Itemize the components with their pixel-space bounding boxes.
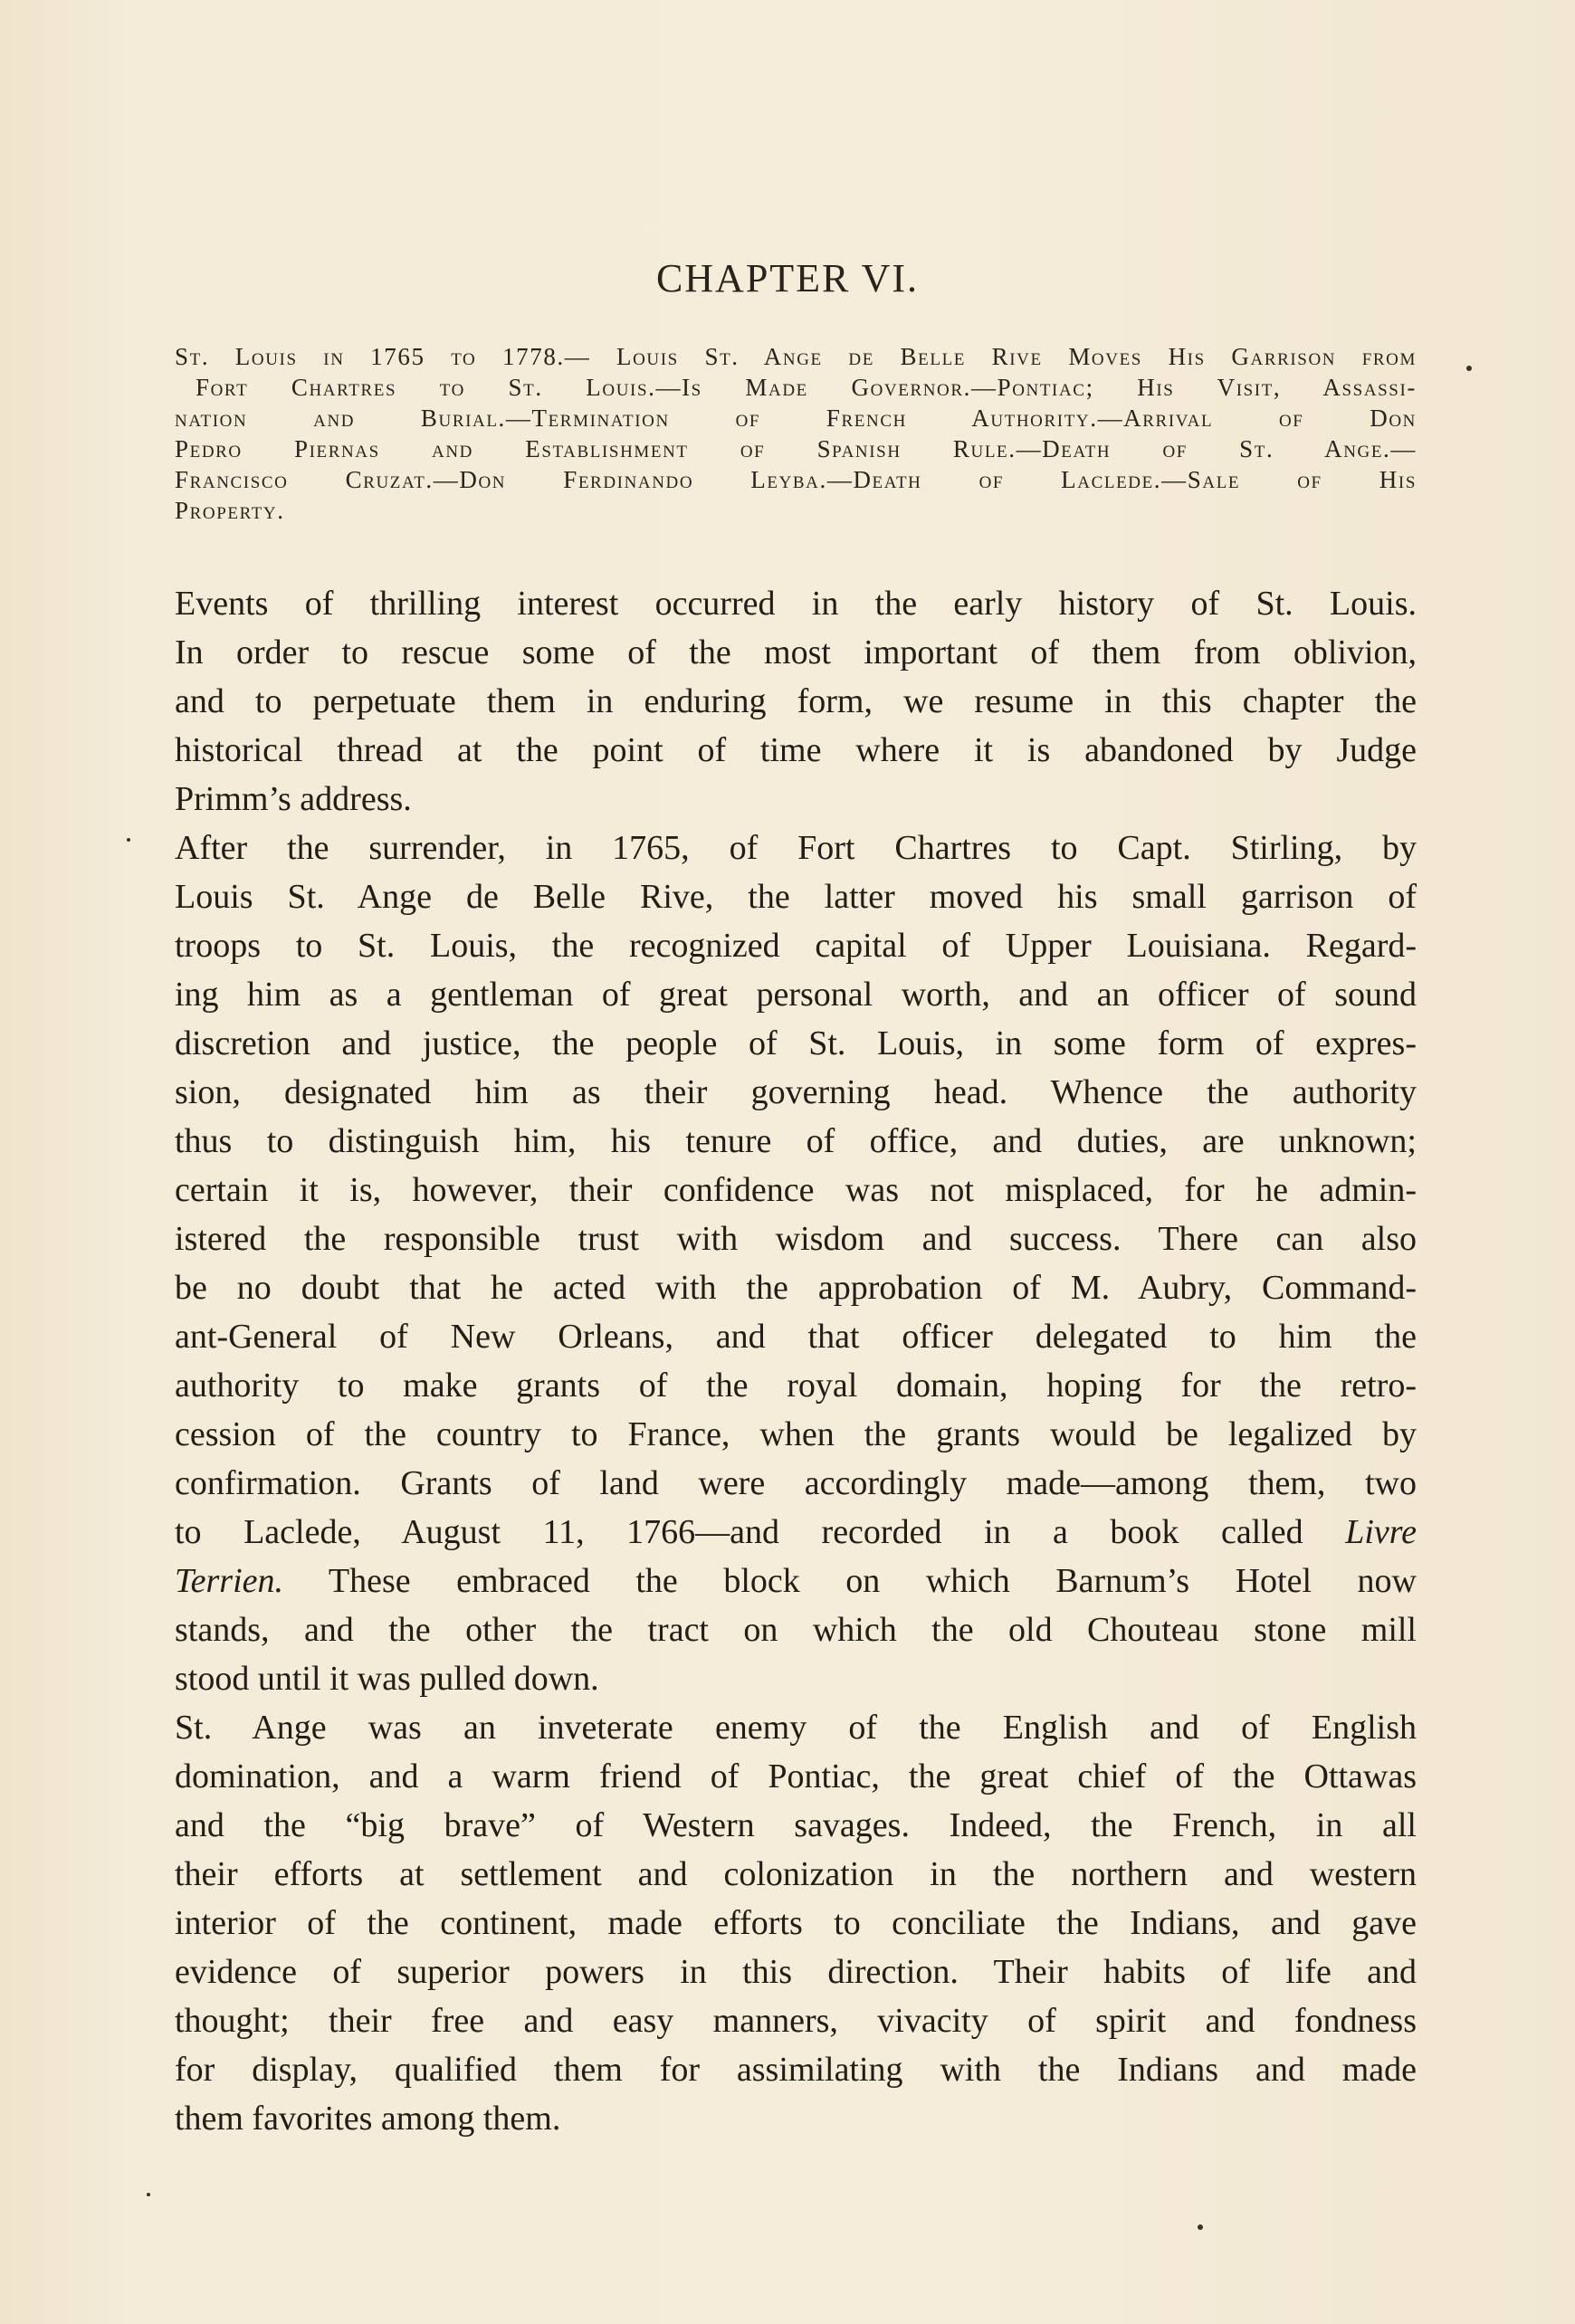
text-line: stood until it was pulled down. bbox=[175, 1660, 599, 1698]
ink-speck bbox=[1466, 366, 1472, 371]
text-fragment: to Laclede, August 11, 1766—and recorded in a book called bbox=[175, 1513, 1303, 1551]
text-line: stands, and the other the tract on which the old Chouteau stone mill bbox=[175, 1611, 1417, 1649]
text-line: their efforts at settlement and colonization in the northern and western bbox=[175, 1855, 1417, 1893]
synopsis-line: Francisco Cruzat.—Don Ferdinando Leyba.—Death of Laclede.—Sale of His bbox=[175, 466, 1417, 493]
italic-title: Terrien. bbox=[175, 1562, 284, 1600]
text-line: cession of the country to France, when the grants would be legalized by bbox=[175, 1415, 1417, 1453]
text-line: Events of thrilling interest occurred in the early history of St. Louis. bbox=[175, 585, 1417, 623]
text-line: historical thread at the point of time where it is abandoned by Judge bbox=[175, 731, 1417, 769]
synopsis-line: Property. bbox=[175, 497, 285, 524]
ink-speck bbox=[127, 838, 130, 842]
text-line-with-italic bbox=[175, 1508, 1417, 1557]
italic-title: Livre bbox=[1345, 1513, 1418, 1551]
text-line: and the “big brave” of Western savages. Indeed, the French, in all bbox=[175, 1806, 1417, 1844]
text-line: troops to St. Louis, the recognized capital of Upper Louisiana. Regard- bbox=[175, 927, 1417, 965]
chapter-title: CHAPTER VI. bbox=[655, 256, 920, 300]
text-line: thus to distinguish him, his tenure of office, and duties, are unknown; bbox=[175, 1122, 1417, 1160]
text-line: St. Ange was an inveterate enemy of the English and of English bbox=[175, 1709, 1417, 1747]
body-text bbox=[175, 579, 1417, 2143]
text-line: sion, designated him as their governing head. Whence the authority bbox=[175, 1073, 1417, 1111]
text-line: After the surrender, in 1765, of Fort Chartres to Capt. Stirling, by bbox=[175, 829, 1417, 867]
text-line: be no doubt that he acted with the approbation of M. Aubry, Command- bbox=[175, 1269, 1417, 1307]
paragraph bbox=[175, 579, 1417, 824]
text-line: discretion and justice, the people of St. Louis, in some form of expres- bbox=[175, 1024, 1417, 1062]
paragraph bbox=[175, 824, 1417, 1703]
text-line: ing him as a gentleman of great personal worth, and an officer of sound bbox=[175, 976, 1417, 1014]
text-line: certain it is, however, their confidence was not misplaced, for he admin- bbox=[175, 1171, 1417, 1209]
chapter-synopsis bbox=[175, 341, 1417, 526]
text-fragment: These embraced the block on which Barnum’s Hotel now bbox=[328, 1562, 1417, 1600]
text-line: Louis St. Ange de Belle Rive, the latter moved his small garrison of bbox=[175, 878, 1417, 916]
text-line: interior of the continent, made efforts to conciliate the Indians, and gave bbox=[175, 1904, 1417, 1942]
text-line: ant-General of New Orleans, and that officer delegated to him the bbox=[175, 1318, 1417, 1356]
text-line: authority to make grants of the royal domain, hoping for the retro- bbox=[175, 1367, 1417, 1405]
text-line: them favorites among them. bbox=[175, 2100, 561, 2138]
synopsis-line: Fort Chartres to St. Louis.—Is Made Governor.—Pontiac; His Visit, Assassi- bbox=[196, 374, 1417, 401]
text-line: evidence of superior powers in this direction. Their habits of life and bbox=[175, 1953, 1417, 1991]
synopsis-line: Pedro Piernas and Establishment of Spanish Rule.—Death of St. Ange.— bbox=[175, 435, 1417, 462]
ink-speck bbox=[147, 2193, 150, 2196]
text-line: istered the responsible trust with wisdom and success. There can also bbox=[175, 1220, 1417, 1258]
text-line: and to perpetuate them in enduring form, we resume in this chapter the bbox=[175, 682, 1417, 720]
text-line: confirmation. Grants of land were accordingly made—among them, two bbox=[175, 1464, 1417, 1502]
paragraph bbox=[175, 1703, 1417, 2143]
synopsis-line: St. Louis in 1765 to 1778.— Louis St. Ange de Belle Rive Moves His Garrison from bbox=[175, 343, 1417, 370]
ink-speck bbox=[1198, 2224, 1203, 2230]
text-line: for display, qualified them for assimilating with the Indians and made bbox=[175, 2051, 1417, 2089]
text-line: thought; their free and easy manners, vivacity of spirit and fondness bbox=[175, 2002, 1417, 2040]
text-line: In order to rescue some of the most important of them from oblivion, bbox=[175, 633, 1417, 671]
text-line: domination, and a warm friend of Pontiac, the great chief of the Ottawas bbox=[175, 1757, 1417, 1795]
text-line: Primm’s address. bbox=[175, 780, 412, 818]
synopsis-line: nation and Burial.—Termination of French Authority.—Arrival of Don bbox=[175, 405, 1417, 432]
text-line-with-italic bbox=[175, 1557, 1417, 1605]
